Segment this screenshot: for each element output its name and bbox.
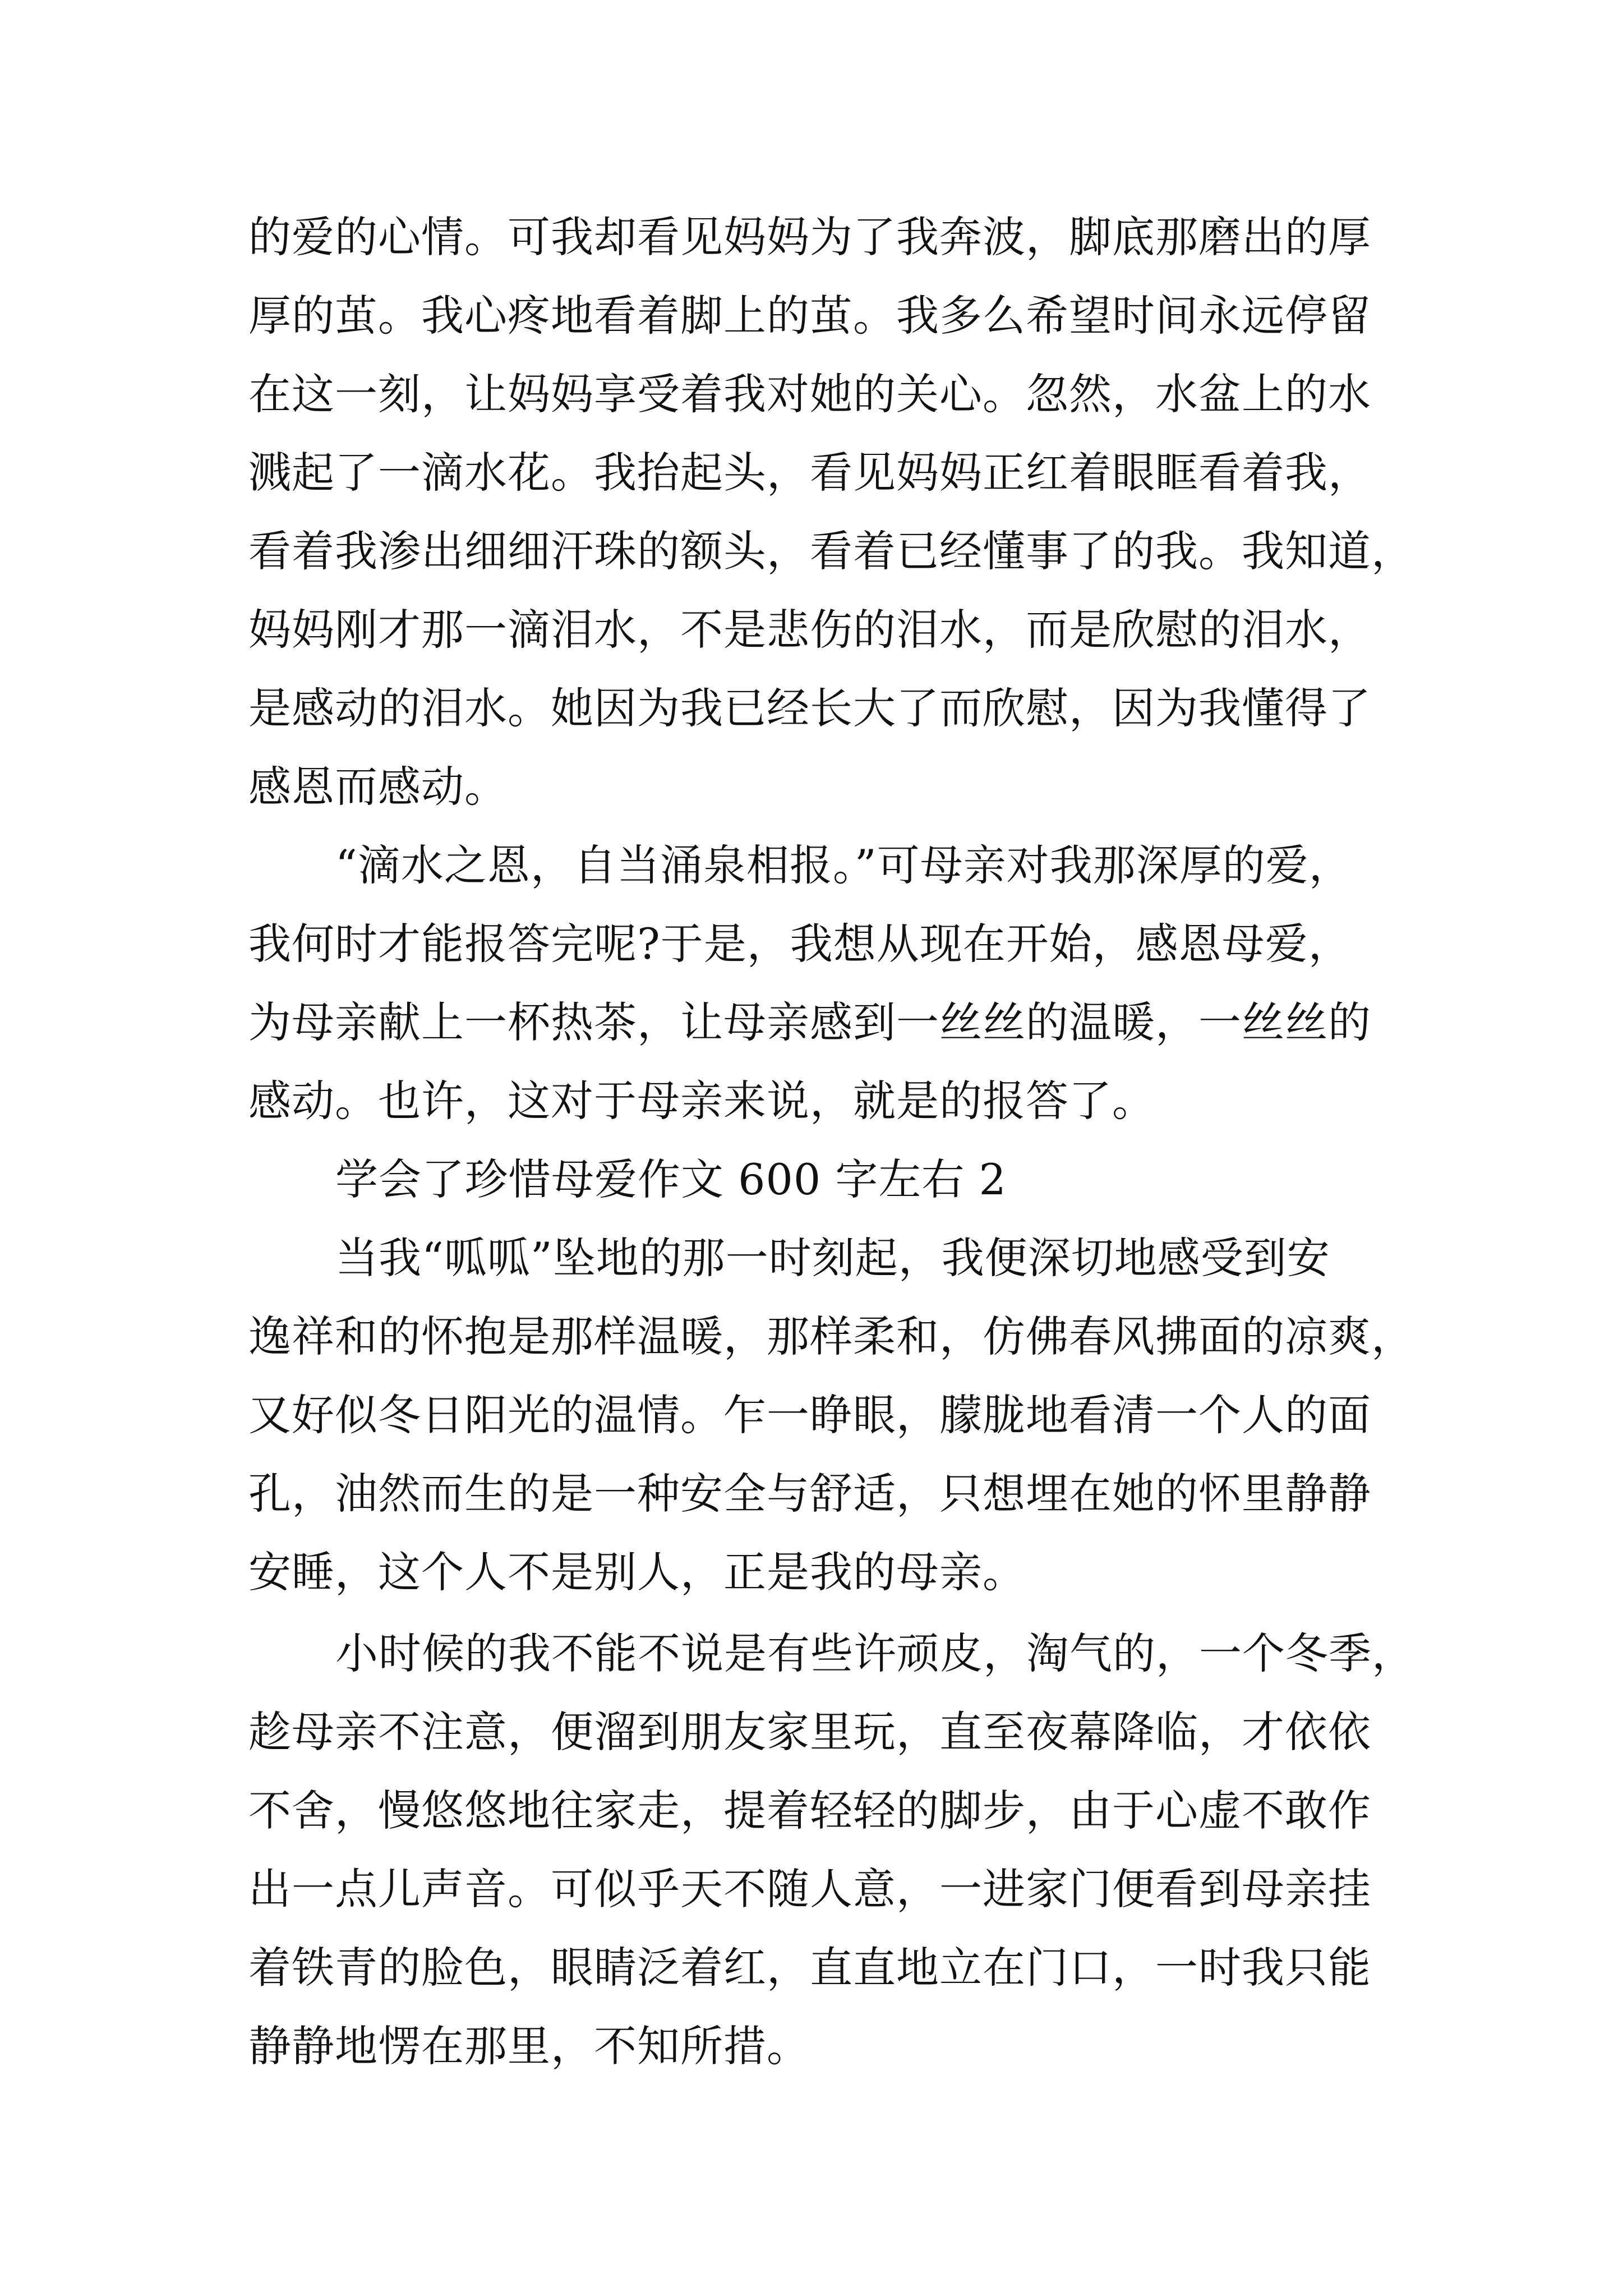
text-line: 是感动的泪水。她因为我已经长大了而欣慰，因为我懂得了 (248, 683, 1371, 733)
text-line: 为母亲献上一杯热茶，让母亲感到一丝丝的温暖，一丝丝的 (248, 997, 1371, 1047)
text-line: 着铁青的脸色，眼睛泛着红，直直地立在门口，一时我只能 (248, 1943, 1371, 1993)
text-line: 感恩而感动。 (248, 762, 508, 812)
text-line: 又好似冬日阳光的温情。乍一睁眼，朦胧地看清一个人的面 (248, 1390, 1371, 1440)
text-line: 的爱的心情。可我却看见妈妈为了我奔波，脚底那磨出的厚 (248, 212, 1371, 262)
text-line: 厚的茧。我心疼地看着脚上的茧。我多么希望时间永远停留 (248, 291, 1371, 341)
text-line: 感动。也许，这对于母亲来说，就是的报答了。 (248, 1076, 1155, 1126)
text-line: 安睡，这个人不是别人，正是我的母亲。 (248, 1547, 1026, 1597)
text-line: 逸祥和的怀抱是那样温暖，那样柔和，仿佛春风拂面的凉爽， (248, 1312, 1414, 1361)
text-line: 孔，油然而生的是一种安全与舒适，只想埋在她的怀里静静 (248, 1469, 1371, 1519)
text-line: 我何时才能报答完呢?于是，我想从现在开始，感恩母爱， (248, 919, 1352, 969)
paragraph-first-line: 当我“呱呱”坠地的那一时刻起，我便深切地感受到安 (335, 1233, 1330, 1283)
section-heading: 学会了珍惜母爱作文 600 字左右 2 (335, 1154, 1007, 1204)
text-line: 静静地愣在那里，不知所措。 (248, 2021, 810, 2071)
text-line: 不舍，慢悠悠地往家走，提着轻轻的脚步，由于心虚不敢作 (248, 1786, 1371, 1835)
text-line: 妈妈刚才那一滴泪水，不是悲伤的泪水，而是欣慰的泪水， (248, 605, 1371, 655)
text-line: 在这一刻，让妈妈享受着我对她的关心。忽然，水盆上的水 (248, 369, 1371, 419)
paragraph-first-line: “滴水之恩，自当涌泉相报。”可母亲对我那深厚的爱， (335, 840, 1352, 890)
text-line: 趁母亲不注意，便溜到朋友家里玩，直至夜幕降临，才依依 (248, 1707, 1371, 1757)
text-line: 出一点儿声音。可似乎天不随人意，一进家门便看到母亲挂 (248, 1864, 1371, 1914)
paragraph-first-line: 小时候的我不能不说是有些许顽皮，淘气的，一个冬季， (335, 1628, 1415, 1678)
text-line: 溅起了一滴水花。我抬起头，看见妈妈正红着眼眶看着我， (248, 448, 1371, 498)
text-line: 看着我渗出细细汗珠的额头，看着已经懂事了的我。我知道， (248, 526, 1414, 576)
